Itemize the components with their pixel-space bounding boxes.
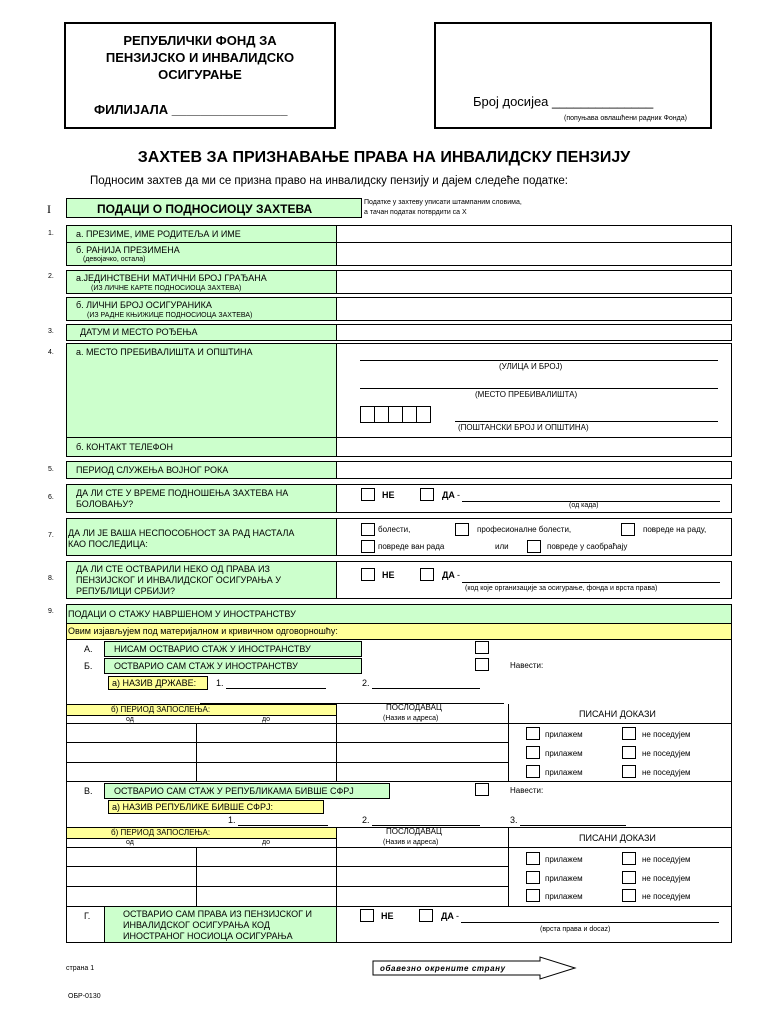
fund-name-line2: ПЕНЗИЈСКО И ИНВАЛИДСКО <box>105 50 295 65</box>
employer-sub: (Назив и адреса) <box>383 715 439 722</box>
period-text: б) ПЕРИОД ЗАПОСЛЕЊА: <box>111 705 211 714</box>
row-number: 2. <box>48 273 54 280</box>
postal-caption: (ПОШТАНСКИ БРОЈ И ОПШТИНА) <box>458 423 589 432</box>
row7-label <box>66 518 337 556</box>
not-have-label: не поседујем <box>642 874 691 883</box>
dossier-box <box>434 22 712 129</box>
state-label <box>108 676 208 690</box>
place-field[interactable] <box>360 388 718 389</box>
row2b-label <box>66 297 337 321</box>
row2a-text: а.ЈЕДИНСТВЕНИ МАТИЧНИ БРОЈ ГРАЂАНА <box>76 273 267 283</box>
fund-box <box>64 22 336 129</box>
fund-name-line1: РЕПУБЛИЧКИ ФОНД ЗА <box>123 33 277 48</box>
option-g-label <box>104 906 337 943</box>
enclose-label: прилажем <box>545 749 583 758</box>
row9-text: ПОДАЦИ О СТАЖУ НАВРШЕНОМ У ИНОСТРАНСТВУ <box>68 609 296 619</box>
state-2-field[interactable] <box>372 688 480 689</box>
turn-page-text: обавезно окрените страну <box>380 964 506 973</box>
illness-label: болести, <box>378 525 411 534</box>
option-g-letter: Г. <box>84 911 91 921</box>
not-have-checkbox[interactable] <box>622 765 636 778</box>
non-work-injury-checkbox[interactable] <box>361 540 375 553</box>
row-number: 8. <box>48 575 54 582</box>
republic-label-text: а) НАЗИВ РЕПУБЛИКЕ БИВШЕ СФРЈ: <box>112 802 274 812</box>
row4a-text: а. МЕСТО ПРЕБИВАЛИШТА И ОПШТИНА <box>76 347 253 357</box>
option-g-text-1: ОСТВАРИО САМ ПРАВА ИЗ ПЕНЗИЈСКОГ И <box>123 909 313 919</box>
organization-caption: (код које организације за осигурање, фонда и врста права) <box>465 585 658 592</box>
row8-answer <box>336 561 732 599</box>
option-b-letter: Б. <box>84 661 93 671</box>
yes-checkbox[interactable] <box>420 488 434 501</box>
republic-1-field[interactable] <box>238 825 328 826</box>
option-a-letter: А. <box>84 644 93 654</box>
employer-header: ПОСЛОДАВАЦ <box>386 703 442 712</box>
enclose-label: прилажем <box>545 730 583 739</box>
yes-checkbox[interactable] <box>420 568 434 581</box>
row2b-sub: (ИЗ РАДНЕ КЊИЖИЦЕ ПОДНОСИОЦА ЗАХТЕВА) <box>87 312 253 319</box>
row8-text-1: ДА ЛИ СТЕ ОСТВАРИЛИ НЕКО ОД ПРАВА ИЗ <box>76 564 270 574</box>
street-field[interactable] <box>360 360 718 361</box>
dash: - <box>457 570 460 580</box>
row4a-label <box>66 343 337 438</box>
phone-field[interactable] <box>336 437 732 457</box>
option-a-text: НИСАМ ОСТВАРИО СТАЖ У ИНОСТРАНСТВУ <box>114 644 311 654</box>
row-number: 6. <box>48 494 54 501</box>
enclose-checkbox[interactable] <box>526 871 540 884</box>
illness-checkbox[interactable] <box>361 523 375 536</box>
item-2: 2. <box>362 815 370 825</box>
row2a-sub: (ИЗ ЛИЧНЕ КАРТЕ ПОДНОСИОЦА ЗАХТЕВА) <box>91 285 242 292</box>
section-roman: I <box>47 202 51 216</box>
item-3: 3. <box>510 815 518 825</box>
not-have-label: не поседујем <box>642 749 691 758</box>
page-number: страна 1 <box>66 965 95 972</box>
section-heading-text: ПОДАЦИ О ПОДНОСИОЦУ ЗАХТЕВА <box>97 202 313 216</box>
work-injury-label: повреде на раду, <box>643 525 707 534</box>
dossier-note: (попуњава овлашћени радник Фонда) <box>564 115 687 122</box>
enclose-label: прилажем <box>545 855 583 864</box>
period-label <box>66 704 337 716</box>
not-have-checkbox[interactable] <box>622 852 636 865</box>
option-v-label <box>104 783 390 799</box>
section-heading <box>66 198 362 218</box>
not-have-label: не поседујем <box>642 892 691 901</box>
row5-text: ПЕРИОД СЛУЖЕЊА ВОЈНОГ РОКА <box>76 465 229 475</box>
previous-surnames-field[interactable] <box>336 242 732 266</box>
to-label: до <box>262 839 270 846</box>
yes-label: ДА <box>442 570 455 580</box>
row-number: 4. <box>48 349 54 356</box>
enclose-checkbox[interactable] <box>526 765 540 778</box>
republic-2-field[interactable] <box>372 825 480 826</box>
row-number: 9. <box>48 608 54 615</box>
row1b-label <box>66 242 337 266</box>
work-injury-checkbox[interactable] <box>621 523 635 536</box>
row2a-label <box>66 270 337 294</box>
row7-text-1: ДА ЛИ ЈЕ ВАША НЕСПОСОБНОСТ ЗА РАД НАСТАЛА <box>68 528 295 538</box>
enclose-checkbox[interactable] <box>526 889 540 902</box>
place-caption: (МЕСТО ПРЕБИВАЛИШТА) <box>475 390 578 399</box>
enclose-checkbox[interactable] <box>526 852 540 865</box>
row6-text-2: БОЛОВАЊУ? <box>76 499 134 509</box>
not-have-checkbox[interactable] <box>622 727 636 740</box>
military-service-field[interactable] <box>336 461 732 479</box>
option-g-text-3: ИНОСТРАНОГ НОСИОЦА ОСИГУРАЊА <box>123 931 293 941</box>
state-label-text: a) НАЗИВ ДРЖАВЕ: <box>112 678 197 688</box>
option-a-label <box>104 641 362 657</box>
republic-3-field[interactable] <box>520 825 626 826</box>
dossier-field[interactable]: Број досијеа ______________ <box>473 94 654 109</box>
row-number: 3. <box>48 328 54 335</box>
section-note-2: а тачан податак потврдити са Х <box>364 209 467 216</box>
section-note-1: Податке у захтеву уписати штампаним словима, <box>364 199 522 206</box>
insured-number-field[interactable] <box>336 297 732 321</box>
fund-name-line3: ОСИГУРАЊЕ <box>158 67 242 82</box>
row3-text: ДАТУМ И МЕСТО РОЂЕЊА <box>80 327 198 337</box>
row-number: 5. <box>48 466 54 473</box>
option-g-text-2: ИНВАЛИДСКОГ ОСИГУРАЊА КОД <box>123 920 270 930</box>
row8-label <box>66 561 337 599</box>
republic-label <box>108 800 324 814</box>
row6-label <box>66 484 337 513</box>
proofs-header: ПИСАНИ ДОКАЗИ <box>579 833 656 843</box>
row1b-text: б. РАНИЈА ПРЕЗИМЕНА <box>76 245 180 255</box>
row7-answer <box>336 518 732 556</box>
option-v-text: ОСТВАРИО САМ СТАЖ У РЕПУБЛИКАМА БИВШЕ СФРЈ <box>114 786 354 796</box>
no-checkbox[interactable] <box>360 909 374 922</box>
enclose-label: прилажем <box>545 768 583 777</box>
not-have-checkbox[interactable] <box>622 889 636 902</box>
not-have-checkbox[interactable] <box>622 871 636 884</box>
yes-checkbox[interactable] <box>419 909 433 922</box>
occupational-illness-checkbox[interactable] <box>455 523 469 536</box>
row7-text-2: КАО ПОСЛЕДИЦА: <box>68 539 148 549</box>
row1a-label <box>66 225 337 243</box>
declaration-text: Овим изјављујем под материјалном и кривичном одговорношћу: <box>68 626 338 636</box>
since-caption: (од када) <box>569 502 599 509</box>
item-1: 1. <box>216 678 224 688</box>
dash: - <box>456 911 459 921</box>
no-label: НЕ <box>381 911 394 921</box>
period-label <box>66 827 337 839</box>
no-label: НЕ <box>382 570 395 580</box>
cite-label: Навести: <box>510 661 544 670</box>
not-have-checkbox[interactable] <box>622 746 636 759</box>
jmbg-field[interactable] <box>336 270 732 294</box>
option-a-checkbox[interactable] <box>475 641 489 654</box>
item-2: 2. <box>362 678 370 688</box>
foreign-right-field[interactable] <box>461 922 719 923</box>
to-label: до <box>262 716 270 723</box>
not-have-label: не поседујем <box>642 855 691 864</box>
row6-answer <box>336 484 732 513</box>
yes-label: ДА <box>441 911 454 921</box>
street-caption: (УЛИЦА И БРОЈ) <box>499 362 563 371</box>
foreign-right-caption: (врста права и docaz) <box>540 926 611 933</box>
occupational-illness-label: професионалне болести, <box>477 525 572 534</box>
traffic-injury-label: повреде у саобраћају <box>547 542 628 551</box>
enclose-checkbox[interactable] <box>526 727 540 740</box>
row3-label <box>66 324 337 341</box>
enclose-label: прилажем <box>545 892 583 901</box>
row2b-text: б. ЛИЧНИ БРОЈ ОСИГУРАНИКА <box>76 300 212 310</box>
item-1: 1. <box>228 815 236 825</box>
row1b-sub: (девојачко, остала) <box>83 256 146 263</box>
option-v-letter: В. <box>84 786 93 796</box>
from-label: од <box>126 839 134 846</box>
option-v-checkbox[interactable] <box>475 783 489 796</box>
row1a-text: а. ПРЕЗИМЕ, ИМЕ РОДИТЕЉА И ИМЕ <box>76 229 241 239</box>
employer-sub: (Назив и адреса) <box>383 839 439 846</box>
traffic-injury-checkbox[interactable] <box>527 540 541 553</box>
municipality-field[interactable] <box>455 421 718 422</box>
postal-code-cells[interactable] <box>360 406 431 423</box>
proofs-header: ПИСАНИ ДОКАЗИ <box>579 709 656 719</box>
no-checkbox[interactable] <box>361 568 375 581</box>
state-1-field[interactable] <box>226 688 326 689</box>
row6-text-1: ДА ЛИ СТЕ У ВРЕМЕ ПОДНОШЕЊА ЗАХТЕВА НА <box>76 488 289 498</box>
surname-field[interactable] <box>336 225 732 243</box>
row4b-text: б. КОНТАКТ ТЕЛЕФОН <box>76 442 173 452</box>
row-number: 1. <box>48 230 54 237</box>
enclose-label: прилажем <box>545 874 583 883</box>
intro-text: Подносим захтев да ми се призна право на инвалидску пензију и дајем следеће податке: <box>90 175 568 187</box>
dash: - <box>457 490 460 500</box>
or-label: или <box>495 542 509 551</box>
not-have-label: не поседујем <box>642 768 691 777</box>
row5-label <box>66 461 337 479</box>
form-code: ОБР-0130 <box>68 993 101 1000</box>
not-have-label: не поседујем <box>642 730 691 739</box>
birth-date-place-field[interactable] <box>336 324 732 341</box>
no-label: НЕ <box>382 490 395 500</box>
branch-field[interactable]: ФИЛИЈАЛА ________________ <box>94 102 288 117</box>
non-work-injury-label: повреде ван рада <box>378 542 445 551</box>
enclose-checkbox[interactable] <box>526 746 540 759</box>
no-checkbox[interactable] <box>361 488 375 501</box>
organization-field[interactable] <box>462 582 720 583</box>
row8-text-3: РЕПУБЛИЦИ СРБИЈИ? <box>76 586 175 596</box>
row-number: 7. <box>48 532 54 539</box>
row8-text-2: ПЕНЗИЈСКОГ И ИНВАЛИДСКОГ ОСИГУРАЊА У <box>76 575 281 585</box>
row9-heading <box>66 604 732 624</box>
option-b-text: ОСТВАРИО САМ СТАЖ У ИНОСТРАНСТВУ <box>114 661 298 671</box>
period-text: б) ПЕРИОД ЗАПОСЛЕЊА: <box>111 828 211 837</box>
form-title: ЗАХТЕВ ЗА ПРИЗНАВАЊЕ ПРАВА НА ИНВАЛИДСКУ ПЕНЗИЈУ <box>137 149 631 166</box>
employer-header: ПОСЛОДАВАЦ <box>386 827 442 836</box>
from-label: од <box>126 716 134 723</box>
option-b-checkbox[interactable] <box>475 658 489 671</box>
option-b-label <box>104 658 362 674</box>
declaration-bar <box>66 623 732 640</box>
cite-label: Навести: <box>510 786 544 795</box>
yes-label: ДА <box>442 490 455 500</box>
row4b-label <box>66 437 337 457</box>
